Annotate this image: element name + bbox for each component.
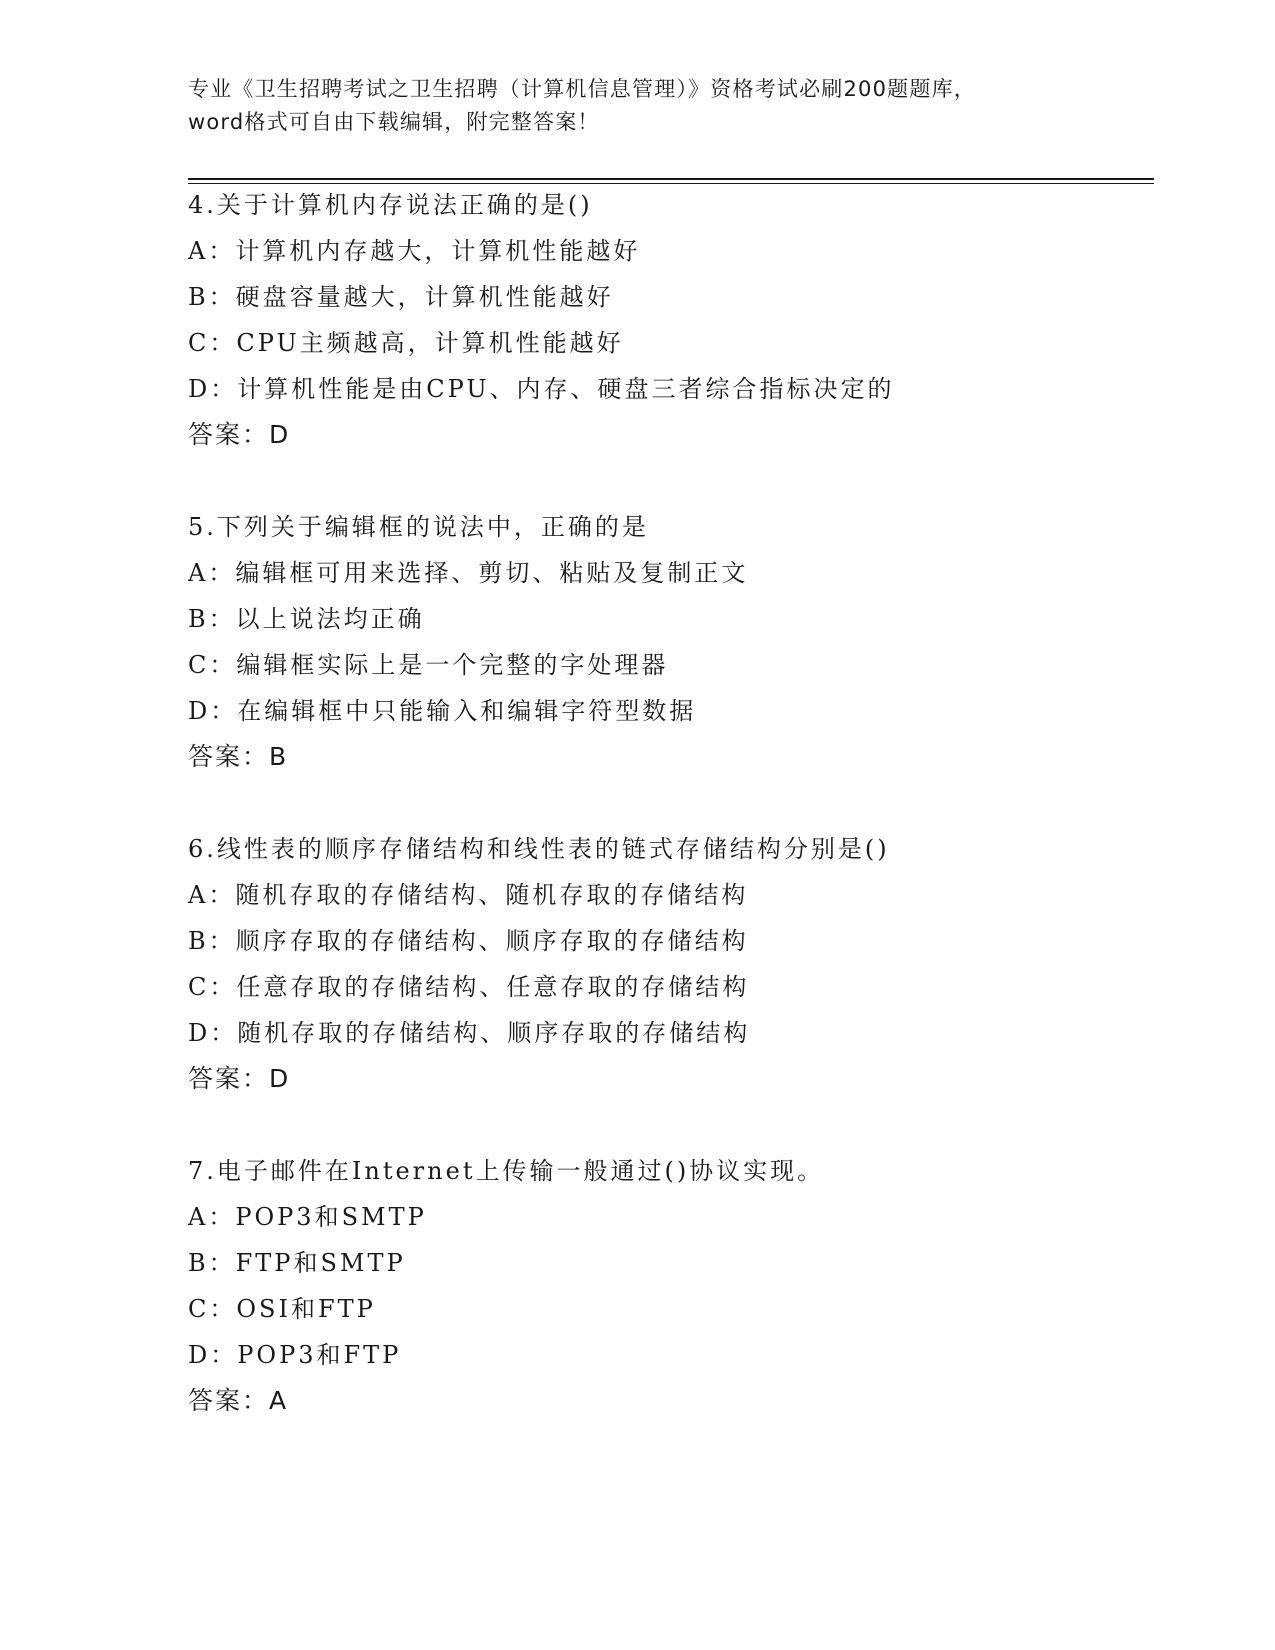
option-b: B：以上说法均正确 — [188, 605, 425, 633]
question-6 — [188, 826, 1148, 1102]
option-c: C：任意存取的存储结构、任意存取的存储结构 — [188, 973, 750, 1001]
answer: 答案：B — [188, 742, 289, 771]
option-d: D：随机存取的存储结构、顺序存取的存储结构 — [188, 1019, 751, 1047]
header-line-1: 专业《卫生招聘考试之卫生招聘（计算机信息管理）》资格考试必刷200题题库， — [188, 77, 976, 101]
answer: 答案：D — [188, 1064, 291, 1093]
answer: 答案：A — [188, 1386, 289, 1415]
option-d: D：计算机性能是由CPU、内存、硬盘三者综合指标决定的 — [188, 375, 895, 403]
option-c: C：CPU主频越高，计算机性能越好 — [188, 329, 624, 357]
document-header — [188, 73, 1088, 139]
option-b: B：FTP和SMTP — [188, 1249, 406, 1277]
option-a: A：随机存取的存储结构、随机存取的存储结构 — [188, 881, 749, 909]
question-7 — [188, 1148, 1148, 1424]
answer: 答案：D — [188, 420, 291, 449]
option-b: B：硬盘容量越大，计算机性能越好 — [188, 283, 614, 311]
header-line-2: word格式可自由下载编辑，附完整答案！ — [188, 110, 600, 134]
question-5 — [188, 504, 1148, 780]
question-4 — [188, 182, 1148, 458]
option-a: A：编辑框可用来选择、剪切、粘贴及复制正文 — [188, 559, 749, 587]
question-title: 5.下列关于编辑框的说法中，正确的是 — [188, 513, 649, 541]
option-c: C：OSI和FTP — [188, 1295, 376, 1323]
option-a: A：POP3和SMTP — [188, 1203, 427, 1231]
option-c: C：编辑框实际上是一个完整的字处理器 — [188, 651, 669, 679]
question-title: 7.电子邮件在Internet上传输一般通过()协议实现。 — [188, 1157, 825, 1185]
option-d: D：POP3和FTP — [188, 1341, 402, 1369]
header-divider-thick — [188, 178, 1154, 180]
option-d: D：在编辑框中只能输入和编辑字符型数据 — [188, 697, 697, 725]
question-title: 6.线性表的顺序存储结构和线性表的链式存储结构分别是() — [188, 835, 890, 863]
option-a: A：计算机内存越大，计算机性能越好 — [188, 237, 641, 265]
option-b: B：顺序存取的存储结构、顺序存取的存储结构 — [188, 927, 749, 955]
question-title: 4.关于计算机内存说法正确的是() — [188, 191, 593, 219]
